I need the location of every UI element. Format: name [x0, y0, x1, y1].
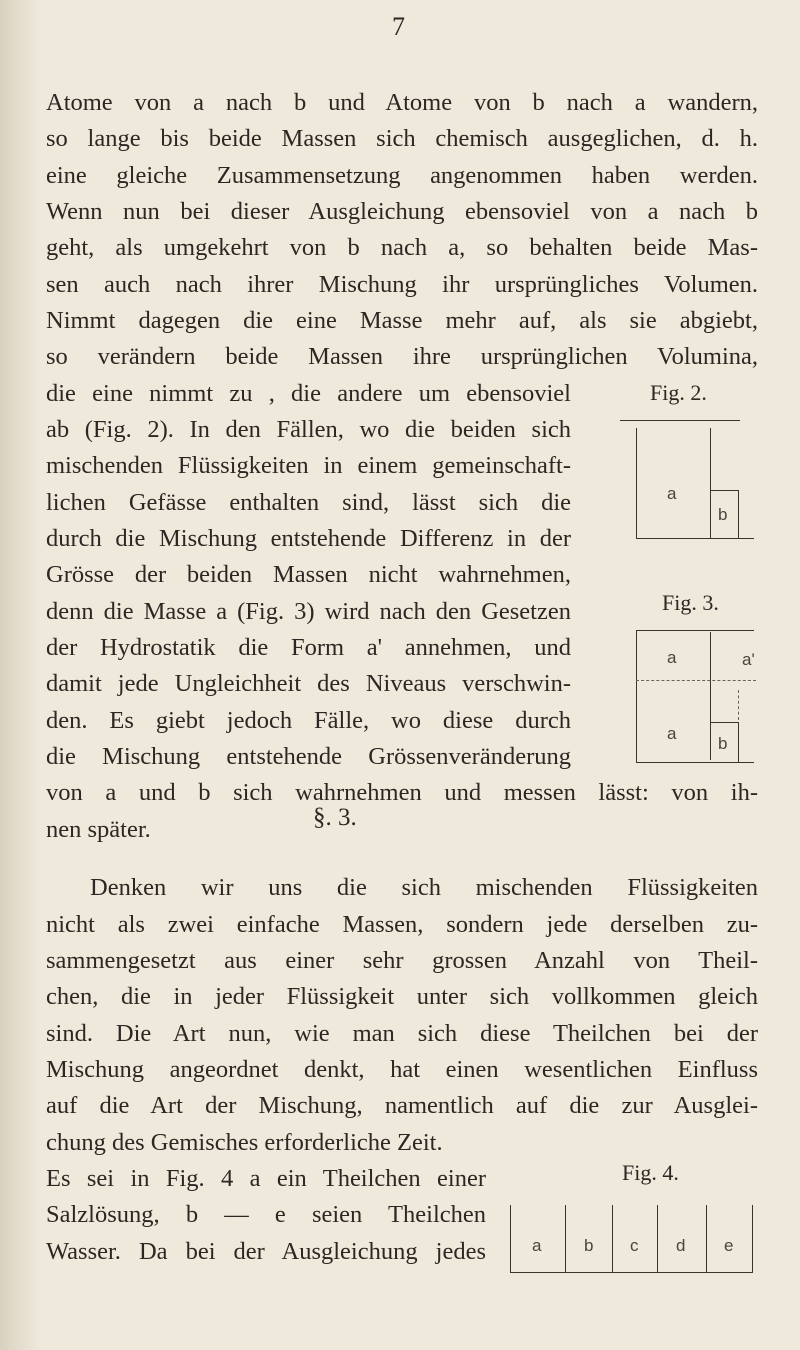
figure-3-line — [636, 630, 637, 762]
text-line: Grösse der beiden Massen nicht wahrnehmen, — [46, 561, 571, 588]
figure-3-label-a-lower: a — [667, 724, 677, 743]
text-line: auf die Art der Mischung, namentlich auf die zur Ausglei- — [46, 1092, 758, 1119]
figure-3-label-a: a — [667, 648, 677, 667]
figure-3-line — [710, 632, 711, 760]
figure-3-line — [738, 722, 739, 762]
text-line: Denken wir uns die sich mischenden Flüssigkeiten — [90, 874, 758, 901]
figure-4-label-c: c — [630, 1236, 639, 1255]
text-line: lichen Gefässe enthalten sind, lässt sich die — [46, 489, 571, 516]
text-line: Atome von a nach b und Atome von b nach a wandern, — [46, 89, 758, 116]
figure-2-label-b: b — [718, 505, 728, 524]
figure-2-line — [738, 490, 739, 538]
text-line: eine gleiche Zusammensetzung angenommen haben werden. — [46, 162, 758, 189]
text-line: nicht als zwei einfache Massen, sondern jede derselben zu- — [46, 911, 758, 938]
figure-4-line — [565, 1205, 566, 1273]
text-line: durch die Mischung entstehende Differenz in der — [46, 525, 571, 552]
figure-4-line — [706, 1205, 707, 1273]
figure-3-line — [636, 630, 754, 631]
figure-4-line — [510, 1272, 752, 1273]
figure-2-line — [636, 428, 637, 538]
figure-2-line — [636, 538, 754, 539]
figure-4-line — [612, 1205, 613, 1273]
figure-2-label-a: a — [667, 484, 677, 503]
text-line: chung des Gemisches erforderliche Zeit. — [46, 1129, 443, 1156]
text-line: mischenden Flüssigkeiten in einem gemeinschaft- — [46, 452, 571, 479]
text-line: sen auch nach ihrer Mischung ihr ursprüngliches Volumen. — [46, 271, 758, 298]
figure-4-line — [510, 1205, 511, 1273]
page-edge-shadow — [0, 0, 40, 1350]
text-line: denn die Masse a (Fig. 3) wird nach den Gesetzen — [46, 598, 571, 625]
figure-3-dash — [738, 690, 739, 720]
text-line: nen später. — [46, 816, 151, 843]
figure-3-line — [636, 762, 754, 763]
figure-3-line — [710, 722, 738, 723]
text-line: Es sei in Fig. 4 a ein Theilchen einer — [46, 1165, 486, 1192]
figure-3-dash — [636, 680, 756, 681]
text-line: so verändern beide Massen ihre ursprünglichen Volumina, — [46, 343, 758, 370]
page-number: 7 — [392, 12, 405, 41]
text-line: Wenn nun bei dieser Ausgleichung ebensoviel von a nach b — [46, 198, 758, 225]
text-line: Mischung angeordnet denkt, hat einen wesentlichen Einfluss — [46, 1056, 758, 1083]
text-line: die eine nimmt zu , die andere um ebensoviel — [46, 380, 571, 407]
figure-4-caption: Fig. 4. — [622, 1160, 679, 1185]
text-line: so lange bis beide Massen sich chemisch ausgeglichen, d. h. — [46, 125, 758, 152]
text-line: geht, als umgekehrt von b nach a, so behalten beide Mas- — [46, 234, 758, 261]
figure-2-line — [710, 428, 711, 538]
figure-4-label-d: d — [676, 1236, 686, 1255]
text-line: den. Es giebt jedoch Fälle, wo diese durch — [46, 707, 571, 734]
text-line: Wasser. Da bei der Ausgleichung jedes — [46, 1238, 486, 1265]
figure-4-line — [752, 1205, 753, 1273]
text-line: Salzlösung, b — e seien Theilchen — [46, 1201, 486, 1228]
text-line: sind. Die Art nun, wie man sich diese Theilchen bei der — [46, 1020, 758, 1047]
figure-3-caption: Fig. 3. — [662, 590, 719, 615]
figure-2-caption: Fig. 2. — [650, 380, 707, 405]
text-line: chen, die in jeder Flüssigkeit unter sich vollkommen gleich — [46, 983, 758, 1010]
text-line: sammengesetzt aus einer sehr grossen Anzahl von Theil- — [46, 947, 758, 974]
figure-3-label-b: b — [718, 734, 728, 753]
figure-2-line — [710, 490, 738, 491]
text-line: die Mischung entstehende Grössenveränderung — [46, 743, 571, 770]
text-line: Nimmt dagegen die eine Masse mehr auf, als sie abgiebt, — [46, 307, 758, 334]
figure-4-label-e: e — [724, 1236, 734, 1255]
text-line: damit jede Ungleichheit des Niveaus verschwin- — [46, 670, 571, 697]
figure-4-line — [657, 1205, 658, 1273]
text-line: ab (Fig. 2). In den Fällen, wo die beiden sich — [46, 416, 571, 443]
text-line: der Hydrostatik die Form a' annehmen, und — [46, 634, 571, 661]
figure-3-label-a-prime: a' — [742, 650, 755, 669]
figure-4-label-a: a — [532, 1236, 542, 1255]
section-heading: §. 3. — [313, 804, 357, 831]
figure-4-label-b: b — [584, 1236, 594, 1255]
figure-2-line — [620, 420, 740, 421]
text-line: von a und b sich wahrnehmen und messen lässt: von ih- — [46, 779, 758, 806]
